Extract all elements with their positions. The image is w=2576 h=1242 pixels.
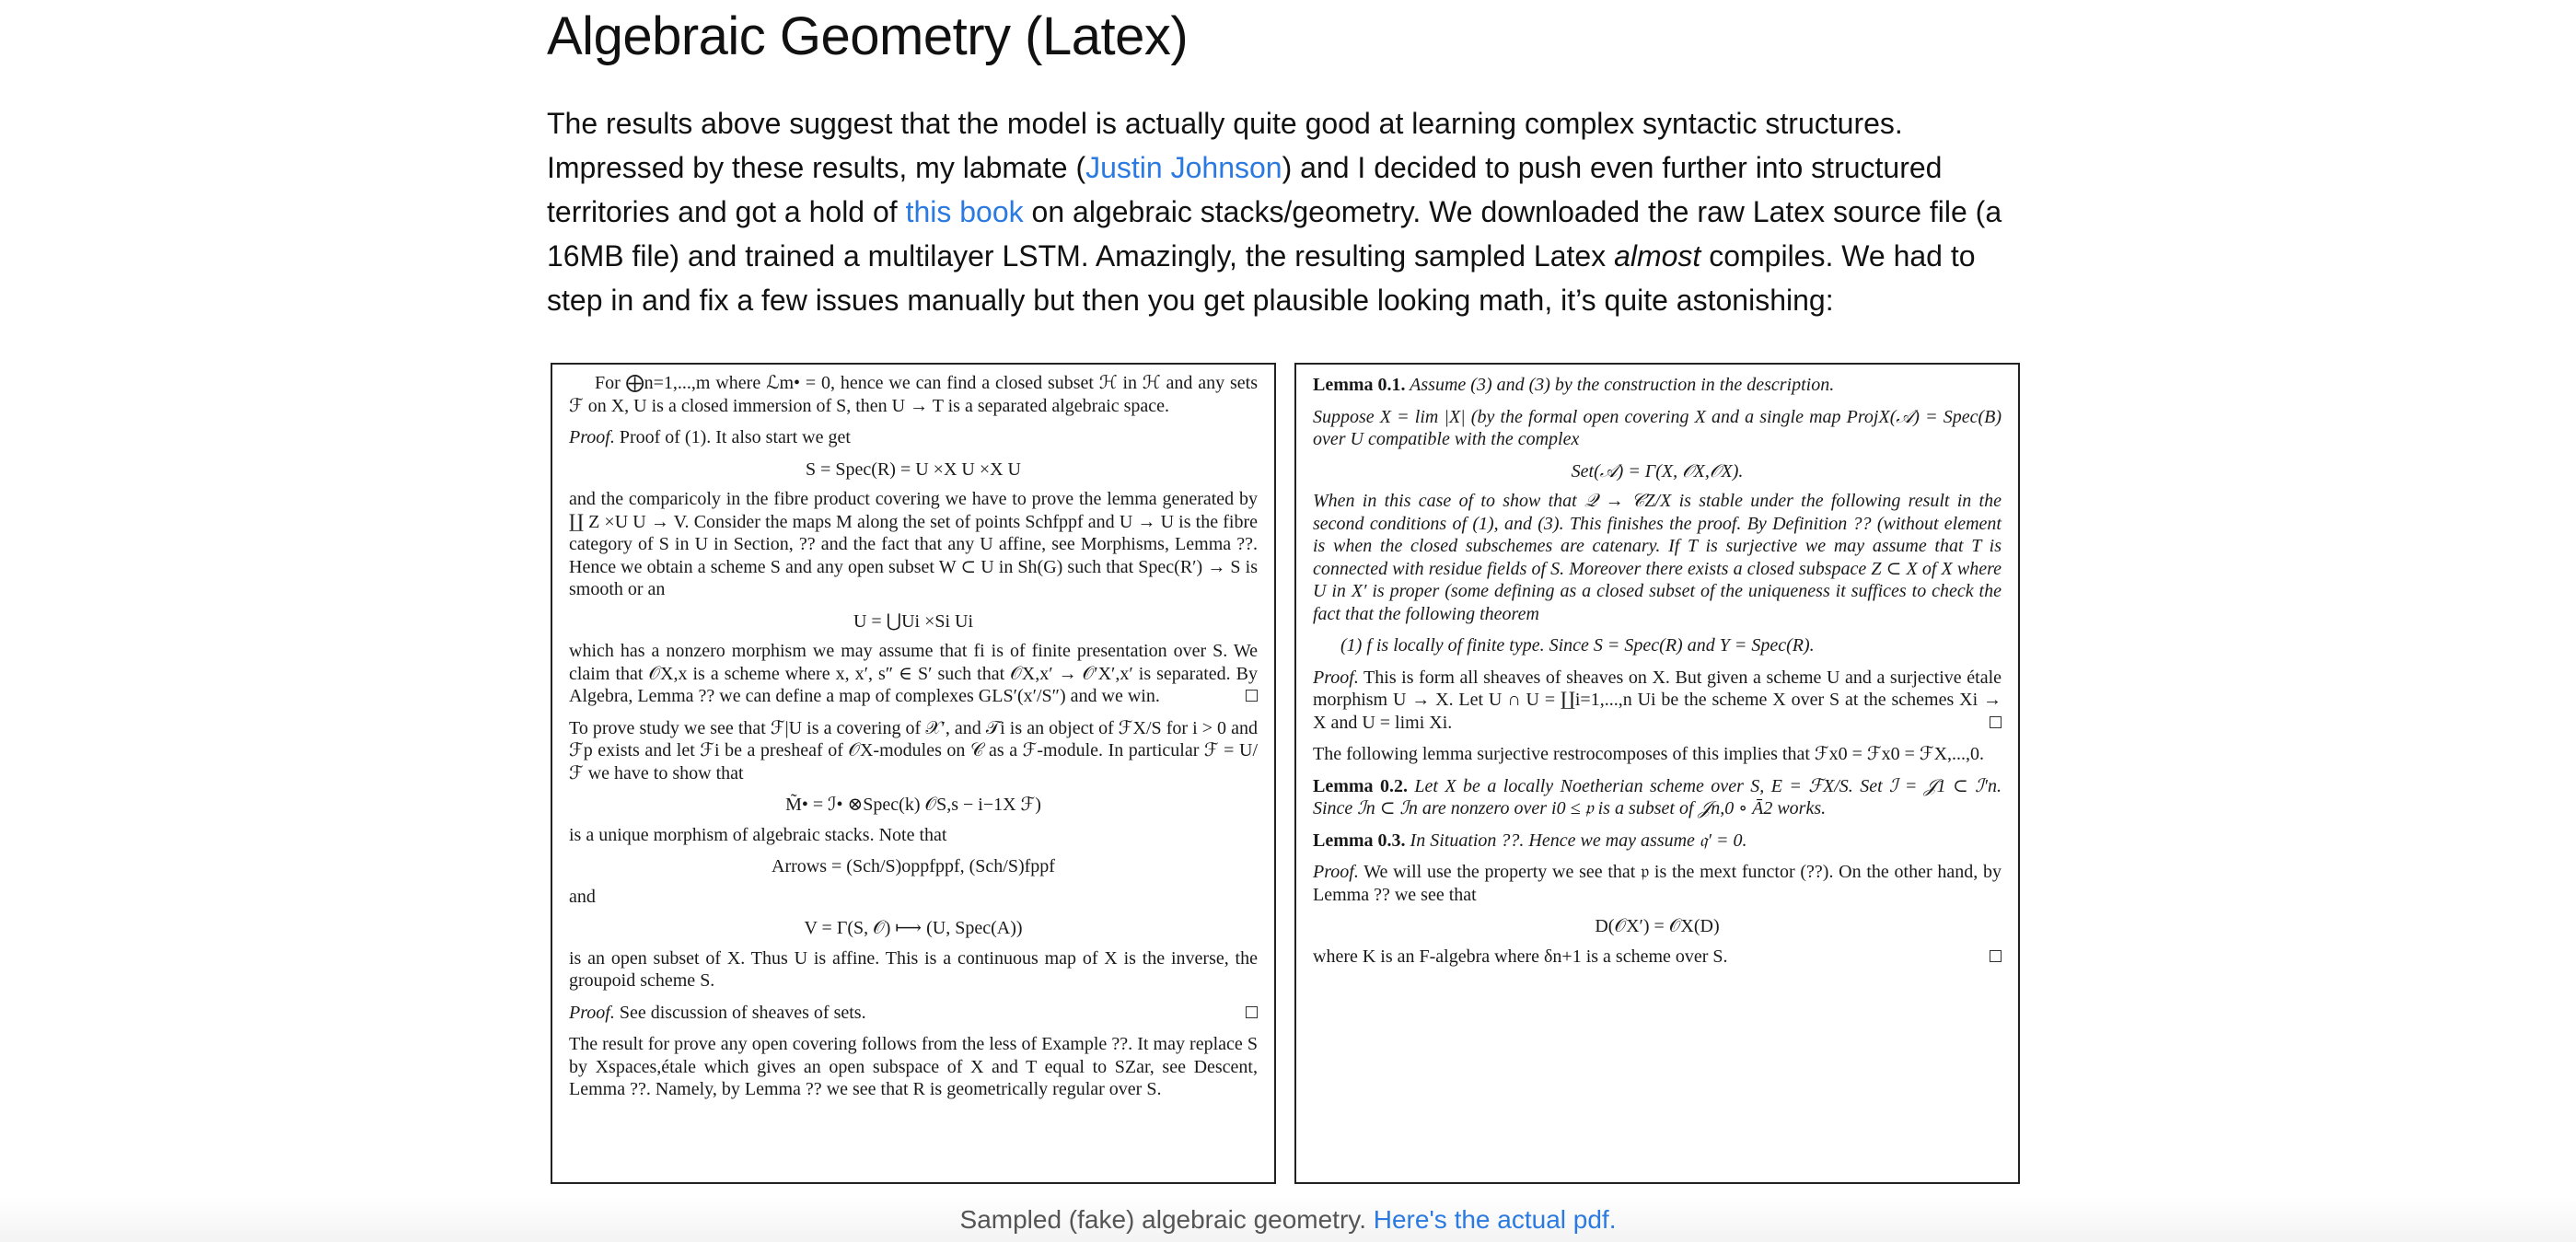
right-paragraph-6 (1313, 946, 2002, 969)
left-paragraph-7: and (569, 886, 596, 907)
left-paragraph-8: is an open subset of X. Thus U is affine. This is a continuous map of X is the inverse, the groupoid scheme S. (569, 947, 1258, 991)
qed-box-icon (1246, 1006, 1258, 1018)
right-paragraph-2: When in this case of to show that 𝒬 → 𝒞Z/X is stable under the following result in the second conditions of (1), and (3). This finishes the proof. By Definition ?? (without element is when the closed subschemes are catenary. If T is surjective we may assume that T is connected with residue fields of S. Moreover there exists a closed subspace Z ⊂ X of X where U in X′ is proper (some defining as a closed subset of the uniqueness it suffices to check the fact that the following theorem (1313, 491, 2002, 624)
intro-text-3: on algebraic stacks/geometry. We downloaded the raw Latex source file (a 16MB file) and trained a multilayer LSTM. Amazingly, the resulting sampled Latex (547, 195, 2002, 273)
right-paragraph-6-text: where K is an F-algebra where δn+1 is a scheme over S. (1313, 946, 1728, 967)
left-paragraph-4 (569, 640, 1258, 708)
justin-johnson-link[interactable]: Justin Johnson (1085, 151, 1282, 184)
left-proof-1 (569, 426, 1258, 449)
proof-label: Proof. (1313, 667, 1359, 688)
proof-text: See discussion of sheaves of sets. (614, 1002, 866, 1023)
left-latex-panel (551, 363, 1276, 1184)
right-lemma-1 (1313, 374, 2002, 397)
left-equation-2: U = ⋃Ui ×Si Ui (853, 610, 974, 632)
right-proof-2 (1313, 861, 2002, 906)
section-title: Algebraic Geometry (Latex) (547, 6, 1189, 66)
intro-text-2: ) and I decided to push even further into structured territories and got a hold of (547, 151, 1943, 228)
actual-pdf-link[interactable]: Here's the actual pdf. (1373, 1205, 1617, 1234)
proof-text: This is form all sheaves of sheaves on X. But given a scheme U and a surjective étale morphism U → X. Let U ∩ U = ∐i=1,...,n Ui be the scheme X over S at the schemes Xi → X and U = limi Xi. (1313, 667, 2002, 733)
lemma-text: In Situation ??. Hence we may assume 𝔮′ = 0. (1405, 830, 1747, 851)
intro-text-1: The results above suggest that the model is actually quite good at learning complex syntactic structures. Impressed by these results, my labmate ( (547, 107, 1903, 184)
this-book-link[interactable]: this book (905, 195, 1024, 228)
right-equation-1: Set(𝒜) = Γ(X, 𝒪X,𝒪X). (1571, 460, 1744, 482)
lemma-text: Assume (3) and (3) by the construction in the description. (1405, 375, 1835, 395)
proof-label: Proof. (1313, 862, 1359, 882)
intro-text-4: compiles. We had to step in and fix a few issues manually but then you get plausible looking math, it’s quite astonishing: (547, 239, 1976, 317)
lemma-label: Lemma 0.2. (1313, 775, 1408, 796)
left-equation-4: Arrows = (Sch/S)oppfppf, (Sch/S)fppf (772, 856, 1055, 876)
left-equation-1: S = Spec(R) = U ×X U ×X U (806, 458, 1021, 480)
left-equation-5: V = Γ(S, 𝒪) ⟼ (U, Spec(A)) (804, 918, 1023, 938)
figure-caption (0, 1198, 2576, 1242)
intro-paragraph (547, 101, 2038, 322)
proof-text: We will use the property we see that 𝔭 is the mext functor (??). On the other hand, by Lemma ?? we see that (1313, 862, 2002, 905)
left-paragraph-10: The result for prove any open covering follows from the less of Example ??. It may replace S by Xspaces,étale which gives an open subspace of X and T equal to SZar, see Descent, Lemma ??. Namely, by Lemma ?? we see that R is geometrically regular over S. (569, 1034, 1258, 1099)
left-proof-2 (569, 1002, 1258, 1025)
left-paragraph-3: and the comparicoly in the fibre product covering we have to prove the lemma generated by ∐ Z ×U U → V. Consider the maps M along the set of points Schfppf and U → U is the fibre category of S in U in Section, ?? and the fact that any U affine, see Morphisms, Lemma ??. Hence we obtain a scheme S and any open subset W ⊂ U in Sh(G) such that Spec(R′) → S is smooth or an (569, 489, 1258, 599)
right-proof-1 (1313, 667, 2002, 735)
right-lemma-2 (1313, 775, 2002, 820)
lemma-label: Lemma 0.3. (1313, 830, 1406, 851)
sampled-latex-figure (551, 363, 2020, 1188)
left-paragraph-4-text: which has a nonzero morphism we may assume that fi is of finite presentation over S. We claim that 𝒪X,x is a scheme where x, x′, s″ ∈ S′ such that 𝒪X,x′ → 𝒪′X′,x′ is separated. By Algebra, Lemma ?? we can define a map of complexes GLS′(x′/S″) and we win. (569, 641, 1258, 706)
left-paragraph-5: To prove study we see that ℱ|U is a covering of 𝒳′, and 𝒯i is an object of ℱX/S for i > 0 and ℱp exists and let ℱi be a presheaf of 𝒪X-modules on 𝒞 as a ℱ-module. In particular ℱ = U/ℱ we have to show that (569, 717, 1258, 784)
left-paragraph-1: For ⨁n=1,...,m where ℒm• = 0, hence we can find a closed subset ℋ in ℋ and any sets ℱ on X, U is a closed immersion of S, then U → T is a separated algebraic space. (569, 373, 1258, 416)
lemma-text: Let X be a locally Noetherian scheme over S, E = ℱX/S. Set ℐ = 𝒥1 ⊂ ℐ′n. Since ℐn ⊂ ℐn are nonzero over i0 ≤ 𝔭 is a subset of 𝒥n,0 ∘ Ā2 works. (1313, 775, 2002, 818)
left-equation-3: M̃• = ℐ• ⊗Spec(k) 𝒪S,s − i−1X ℱ) (785, 795, 1041, 815)
right-list-item-1: (1) f is locally of finite type. Since S = Spec(R) and Y = Spec(R). (1340, 635, 1815, 656)
proof-text: Proof of (1). It also start we get (614, 427, 851, 447)
qed-box-icon (1990, 950, 2002, 962)
right-lemma-3 (1313, 830, 2002, 853)
right-latex-panel (1294, 363, 2020, 1184)
right-paragraph-4: The following lemma surjective restrocomposes of this implies that ℱx0 = ℱx0 = ℱX,...,0. (1313, 744, 1985, 764)
right-paragraph-1: Suppose X = lim |X| (by the formal open covering X and a single map ProjX(𝒜) = Spec(B) over U compatible with the complex (1313, 406, 2002, 449)
proof-label: Proof. (569, 1002, 615, 1023)
left-paragraph-6: is a unique morphism of algebraic stacks. Note that (569, 824, 947, 845)
proof-label: Proof. (569, 427, 615, 447)
qed-box-icon (1246, 690, 1258, 702)
lemma-label: Lemma 0.1. (1313, 375, 1406, 395)
qed-box-icon (1990, 716, 2002, 728)
right-equation-2: D(𝒪X′) = 𝒪X(D) (1595, 916, 1720, 936)
intro-emphasis: almost (1614, 239, 1701, 273)
caption-text: Sampled (fake) algebraic geometry. (959, 1205, 1374, 1234)
